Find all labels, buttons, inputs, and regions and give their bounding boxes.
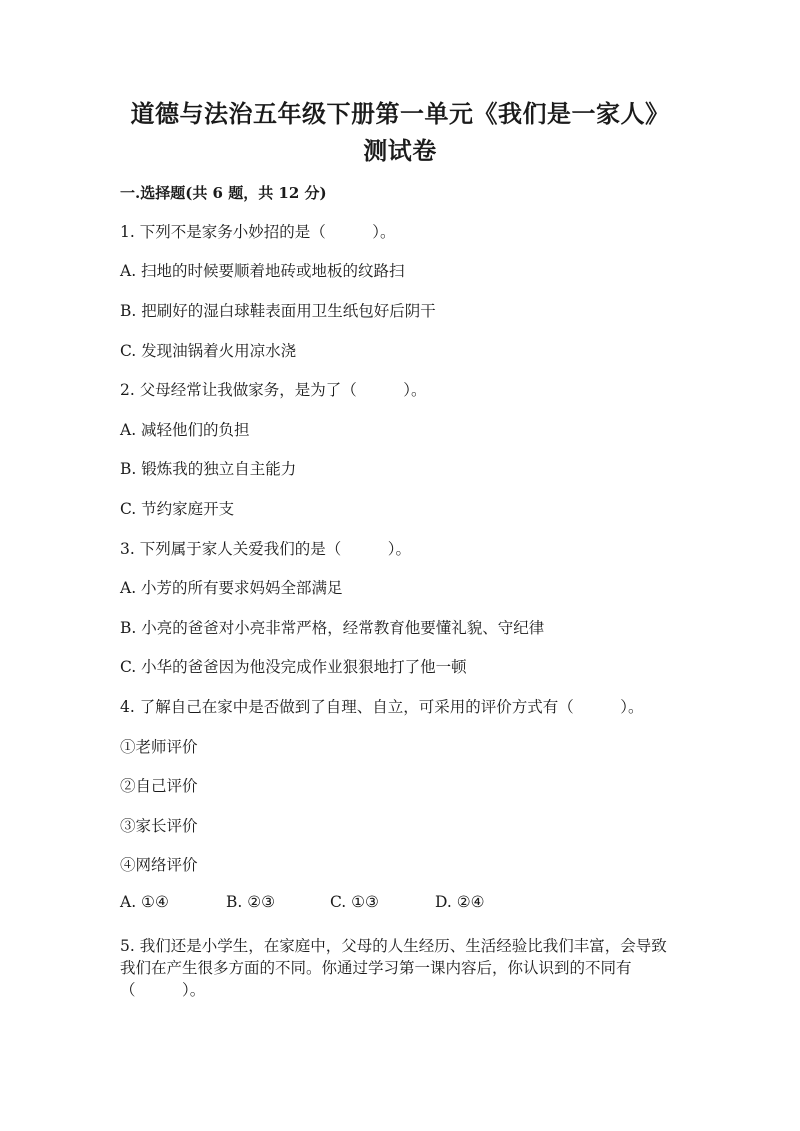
question-3-option-b: B. 小亮的爸爸对小亮非常严格，经常教育他要懂礼貌、守纪律: [120, 619, 545, 637]
question-5-stem: 5. 我们还是小学生，在家庭中，父母的人生经历、生活经验比我们丰富，会导致我们在产生很多方面的不同。你通过学习第一课内容后，你认识到的不同有（ ）。: [120, 937, 667, 999]
question-4-item-3: ③家长评价: [120, 817, 198, 835]
question-1-option-a: A. 扫地的时候要顺着地砖或地板的纹路扫: [120, 262, 405, 280]
question-1-option-b: B. 把刷好的湿白球鞋表面用卫生纸包好后阴干: [120, 302, 436, 320]
question-4-option-d: D. ②④: [435, 893, 485, 911]
question-1-option-c: C. 发现油锅着火用凉水浇: [120, 342, 297, 360]
question-3-option-c: C. 小华的爸爸因为他没完成作业狠狠地打了他一顿: [120, 658, 467, 676]
question-4-item-2: ②自己评价: [120, 777, 198, 795]
page-subtitle: 测试卷: [363, 136, 437, 165]
question-4-option-b: B. ②③: [226, 893, 276, 911]
page-title: 道德与法治五年级下册第一单元《我们是一家人》: [130, 99, 670, 128]
question-2-option-c: C. 节约家庭开支: [120, 500, 235, 518]
question-3-option-a: A. 小芳的所有要求妈妈全部满足: [120, 579, 343, 597]
question-2-stem: 2. 父母经常让我做家务，是为了（ ）。: [120, 381, 427, 399]
question-1-stem: 1. 下列不是家务小妙招的是（ ）。: [120, 223, 396, 241]
question-3-stem: 3. 下列属于家人关爱我们的是（ ）。: [120, 540, 411, 558]
question-4-item-1: ①老师评价: [120, 738, 198, 756]
question-4-option-a: A. ①④: [120, 893, 169, 911]
question-2-option-b: B. 锻炼我的独立自主能力: [120, 460, 297, 478]
question-4-option-c: C. ①③: [330, 893, 379, 911]
section-heading: 一.选择题(共 6 题，共 12 分): [120, 184, 327, 202]
question-4-stem: 4. 了解自己在家中是否做到了自理、自立，可采用的评价方式有（ ）。: [120, 698, 644, 716]
question-2-option-a: A. 减轻他们的负担: [120, 421, 250, 439]
question-4-item-4: ④网络评价: [120, 856, 198, 874]
